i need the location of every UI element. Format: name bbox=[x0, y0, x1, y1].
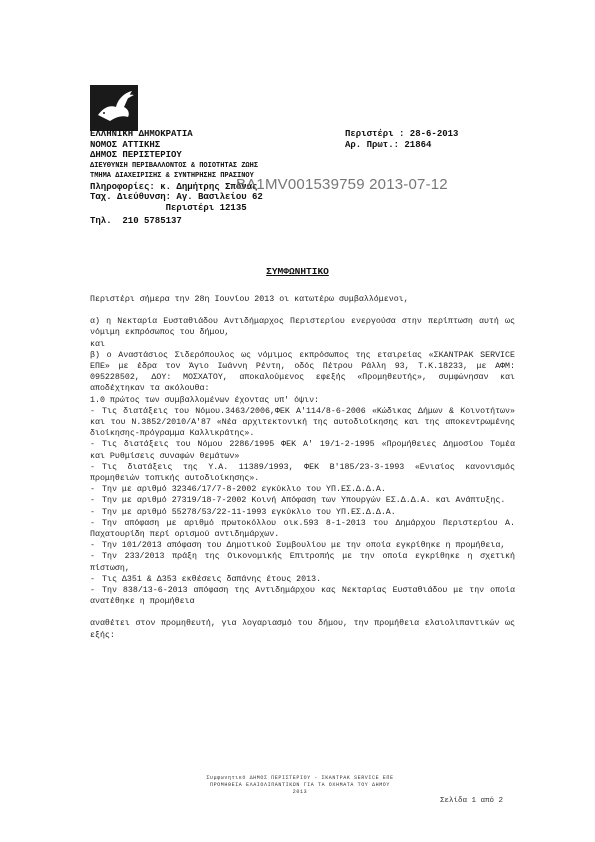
document-title: ΣΥΜΦΩΝΗΤΙΚΟ bbox=[266, 266, 329, 277]
header-line: Περιστέρι 12135 bbox=[90, 202, 247, 213]
list-item: - Τις διατάξεις του Νόμου 2286/1995 ΦΕΚ Α' 19/1-2-1995 «Προμήθειες Δημοσίου Τομέα και Ρυθμίσεις συναφών θεμάτων» bbox=[90, 440, 515, 461]
party-b-paragraph: β) ο Αναστάσιος Σιδερόπουλος ως νόμιμος εκπρόσωπος της εταιρείας «ΣΚΑΝΤΡΑΚ SERVICE ΕΠΕ» με έδρα τον Άγιο Ιωάννη Ρέντη, οδός Πέτρου Ράλλη 93, Τ.Κ.18233, με ΑΦΜ: 095228502, ΔΟΥ: ΜΟΣΧΑΤΟΥ, αποκαλούμενος εφεξής «Προμηθευτής», συμφώνησαν και αποδέχτηκαν τα ακόλουθα: bbox=[90, 350, 515, 394]
footer-line: ΠΡΟΜΗΘΕΙΑ ΕΛΑΙΟΛΙΠΑΝΤΙΚΩΝ ΓΙΑ ΤΑ ΟΧΗΜΑΤΑ ΤΟΥ ΔΗΜΟΥ bbox=[209, 782, 391, 788]
header-line: Ταχ. Διεύθυνση: Αγ. Βασιλείου 62 bbox=[90, 192, 263, 202]
intro-paragraph: Περιστέρι σήμερα την 28η Ιουνίου 2013 οι κατωτέρω συμβαλλόμενοι, bbox=[90, 295, 409, 304]
list-item: - Τις Δ351 & Δ353 εκθέσεις δαπάνης έτους 2013. bbox=[90, 574, 322, 584]
ada-stamp: ΒΛ1ΜV001539759 2013-07-12 bbox=[236, 176, 448, 193]
header-line: ΔΗΜΟΣ ΠΕΡΙΣΤΕΡΙΟΥ bbox=[90, 150, 182, 160]
conjunction: και bbox=[90, 339, 105, 349]
date-line: Περιστέρι : 28-6-2013 bbox=[345, 129, 459, 139]
list-item: - Την 101/2013 απόφαση του Δημοτικού Συμβουλίου με την οποία εγκρίθηκε η προμήθεια, bbox=[90, 541, 506, 551]
list-item: - Την 838/13-6-2013 απόφαση της Αντιδημάρχου κας Νεκταρίας Ευσταθιάδου με την οποία ανατέθηκε η προμήθεια bbox=[90, 586, 515, 607]
footer-line: Συμφωνητικό ΔΗΜΟΣ ΠΕΡΙΣΤΕΡΙΟΥ - ΣΚΑΝΤΡΑΚ SERVICE ΕΠΕ bbox=[206, 775, 394, 781]
list-item: - Την απόφαση με αριθμό πρωτοκόλλου οικ.593 8-1-2013 του Δημάρχου Περιστερίου Α. Παχατουρίδη περί ορισμού αντιδημάρχων. bbox=[90, 518, 515, 540]
list-item: - Την με αριθμό 32346/17/7-8-2002 εγκύκλιο του ΥΠ.ΕΣ.Δ.Δ.Α. bbox=[90, 485, 386, 495]
section-heading: 1.0 πρώτος των συμβαλλομένων έχοντας υπ' όψιν: bbox=[90, 395, 320, 405]
header-line: ΕΛΛΗΝΙΚΗ ΔΗΜΟΚΡΑΤΙΑ bbox=[90, 129, 193, 139]
list-item: - Τις διατάξεις του Νόμου.3463/2006,ΦΕΚ Α'114/8-6-2006 «Κώδικας Δήμων & Κοινοτήτων» και του Ν.3852/2010/Α'87 «Νέα αρχιτεκτονική της αυτοδιοίκησης και της αποκεντρωμένης διοίκησης-πρόγραμμα Καλλικράτης». bbox=[90, 406, 515, 439]
closing-paragraph: αναθέτει στον προμηθευτή, για λογαριασμό του δήμου, την προμήθεια ελαιολιπαντικών ως εξής: bbox=[90, 619, 515, 640]
header-line: Πληροφορίες: κ. Δημήτρης Σπόνας bbox=[90, 181, 258, 192]
document-body bbox=[90, 294, 515, 641]
dove-emblem-icon bbox=[90, 85, 138, 131]
list-item: - Την με αριθμό 27319/18-7-2002 Κοινή Απόφαση των Υπουργών ΕΣ.Δ.Δ.Α. και Ανάπτυξης. bbox=[90, 496, 506, 506]
header-line: ΔΙΕΥΘΥΝΣΗ ΠΕΡΙΒΑΛΛΟΝΤΟΣ & ΠΟΙΟΤΗΤΑΣ ΖΩΗΣ bbox=[90, 161, 259, 170]
page-number: Σελίδα 1 από 2 bbox=[440, 797, 504, 805]
header-line: ΤΜΗΜΑ ΔΙΑΧΕΙΡΙΣΗΣ & ΣΥΝΤΗΡΗΣΗΣ ΠΡΑΣΙΝΟΥ bbox=[90, 172, 254, 180]
date-protocol-block bbox=[345, 129, 458, 150]
list-item: - Την 233/2013 πράξη της Οικονομικής Επιτροπής με την οποία εγκρίθηκε η σχετική πίστωση, bbox=[90, 552, 515, 573]
party-a-paragraph: α) η Νεκταρία Ευσταθιάδου Αντιδήμαρχος Περιστερίου ενεργούσα στην περίπτωση αυτή ως νόμιμη εκπρόσωπος του δήμου, bbox=[90, 317, 515, 338]
protocol-number: Αρ. Πρωτ.: 21864 bbox=[345, 139, 432, 150]
list-item: - Την με αριθμό 55278/53/22-11-1993 εγκύκλιο του ΥΠ.ΕΣ.Δ.Δ.Α. bbox=[90, 507, 396, 517]
header-line: Τηλ. 210 5785137 bbox=[90, 216, 182, 226]
footer-line: 2013 bbox=[292, 789, 308, 795]
page-footer bbox=[160, 775, 440, 796]
list-item: - Τις διατάξεις της Υ.Α. 11389/1993, ΦΕΚ Β'185/23-3-1993 «Ενιαίος κανονισμός προμηθειών τοπικής αυτοδιοίκησης». bbox=[90, 462, 515, 484]
header-line: ΝΟΜΟΣ ΑΤΤΙΚΗΣ bbox=[90, 139, 161, 150]
